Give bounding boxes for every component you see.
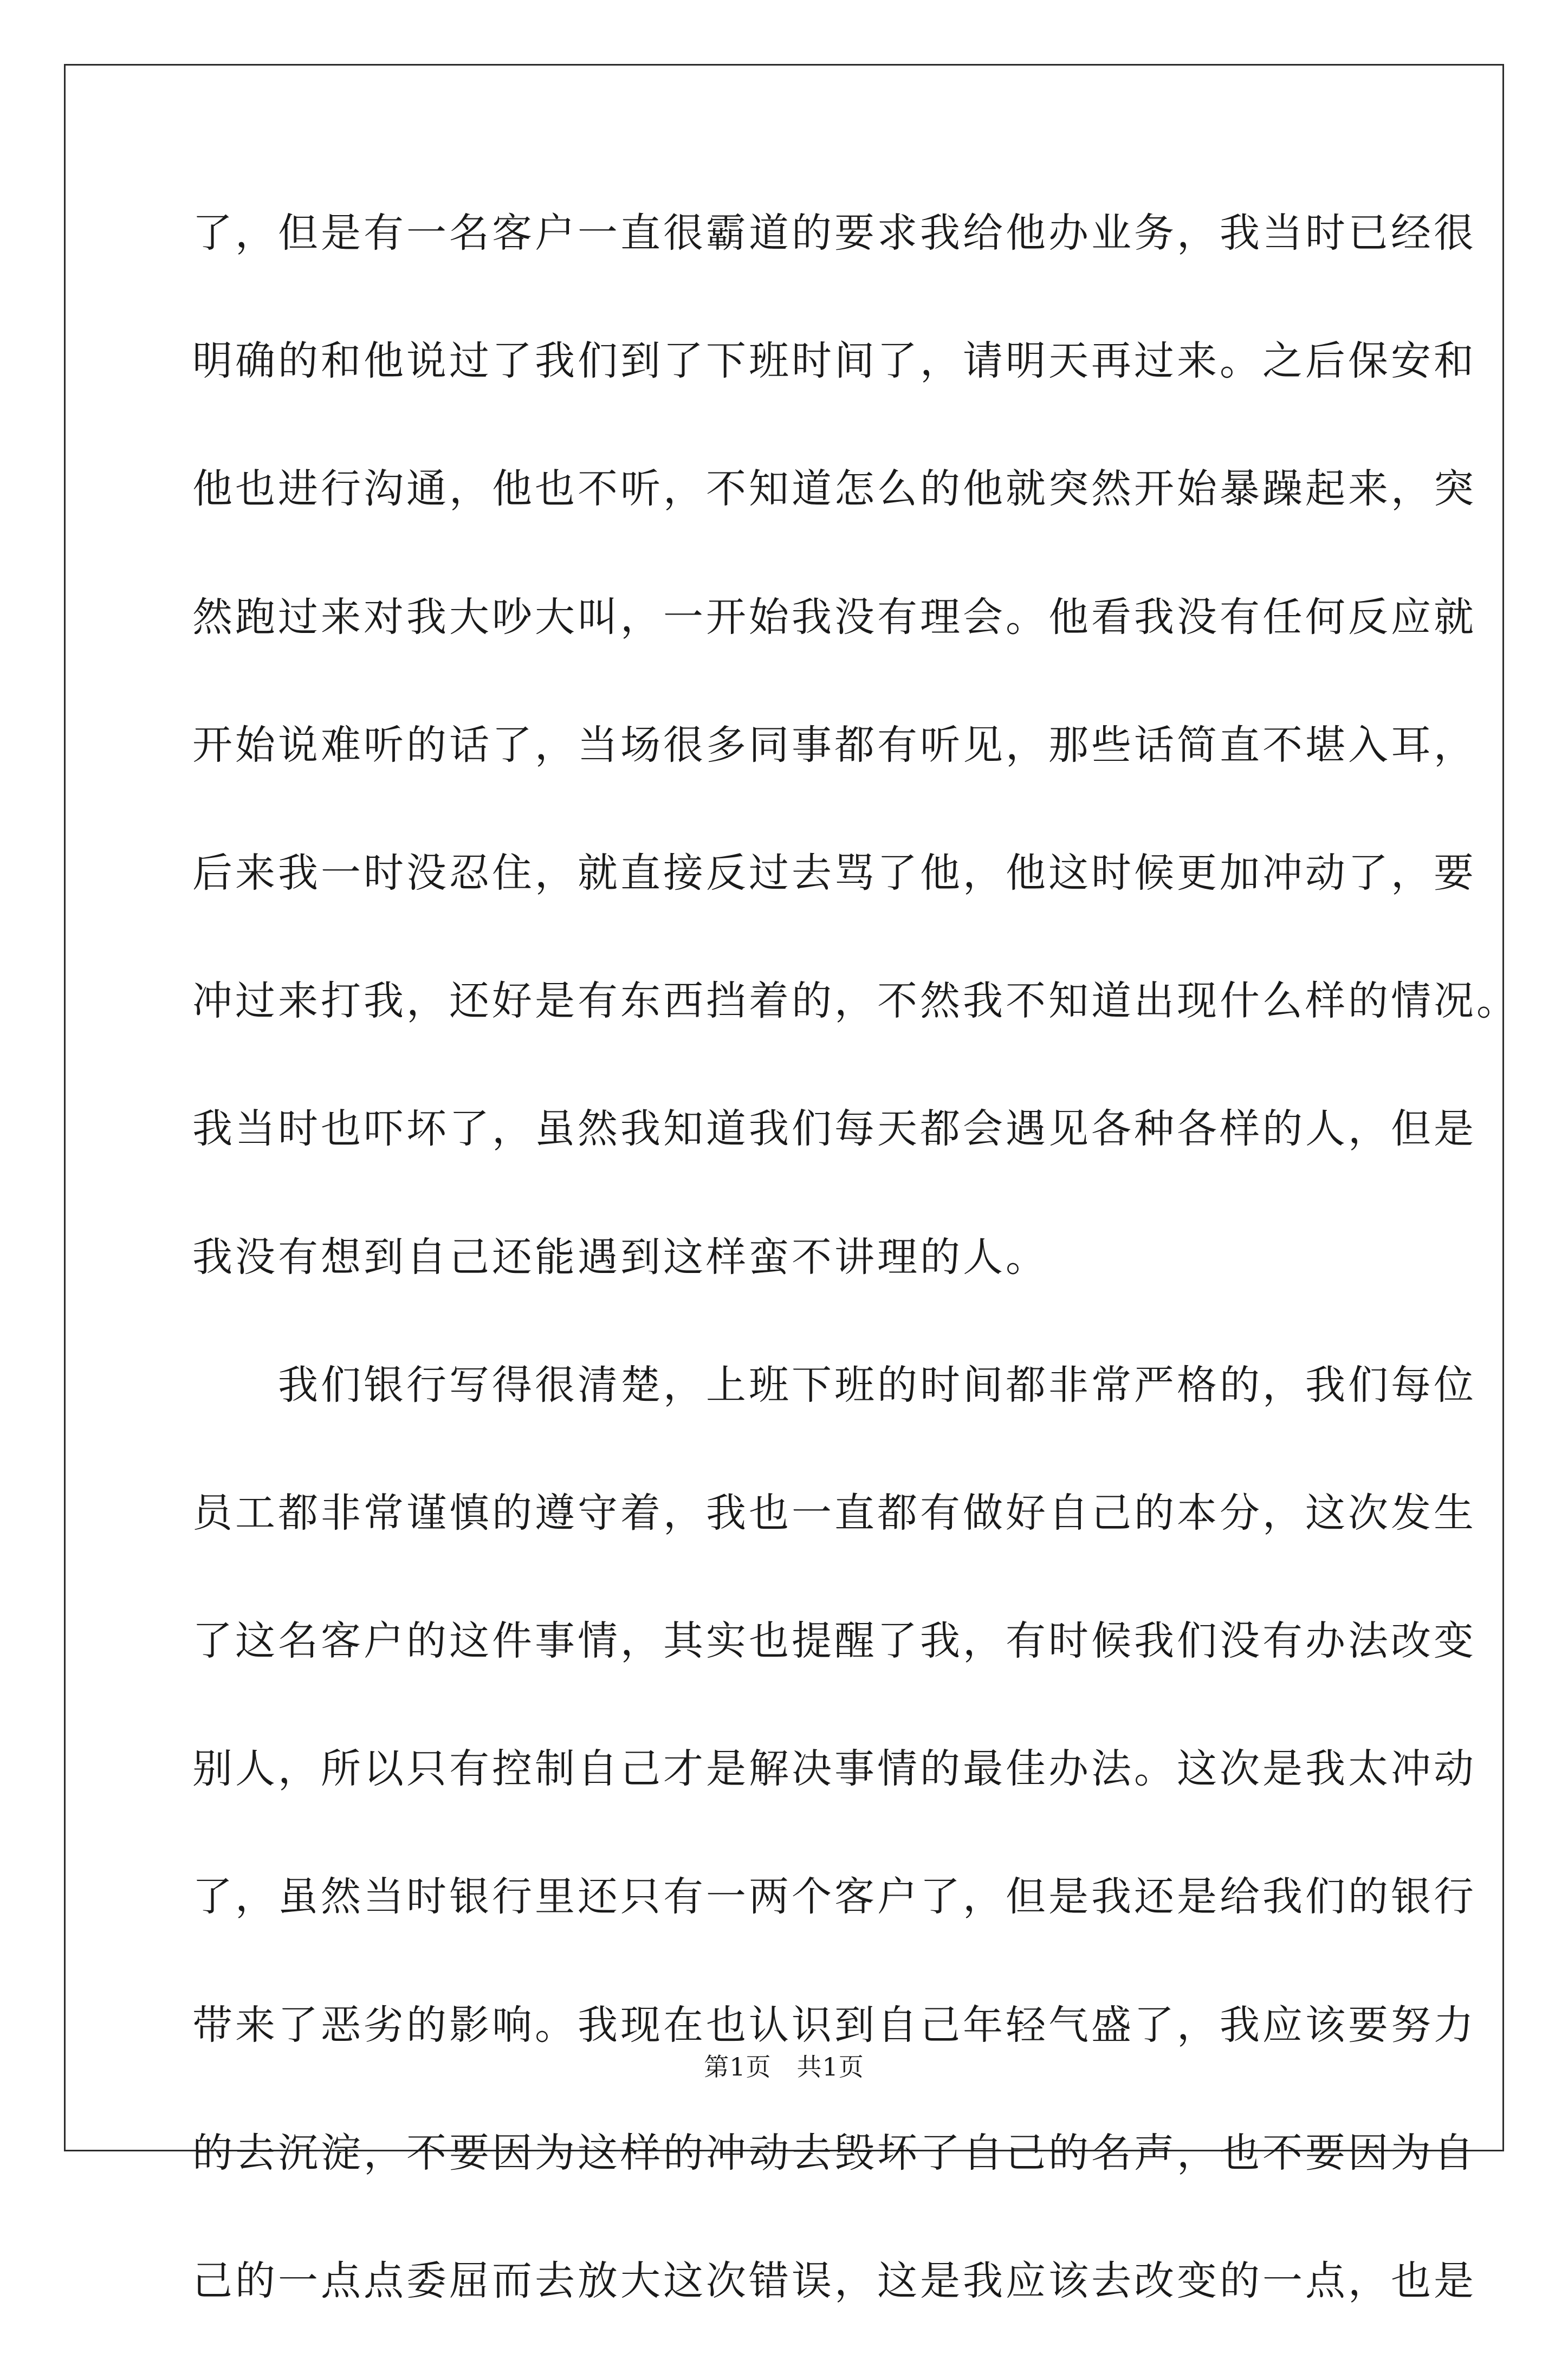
- paragraph-start-line: 我们银行写得很清楚，上班下班的时间都非常严格的，我们每位: [192, 1361, 1476, 1408]
- text-line: 然跑过来对我大吵大叫，一开始我没有理会。他看我没有任何反应就: [192, 593, 1476, 641]
- text-line: 带来了恶劣的影响。我现在也认识到自己年轻气盛了，我应该要努力: [192, 2001, 1476, 2048]
- text-line: 冲过来打我，还好是有东西挡着的，不然我不知道出现什么样的情况。: [192, 978, 1519, 1025]
- text-line: 我没有想到自己还能遇到这样蛮不讲理的人。: [192, 1233, 1048, 1281]
- text-line: 后来我一时没忍住，就直接反过去骂了他，他这时候更加冲动了，要: [192, 849, 1476, 896]
- text-line: 的去沉淀，不要因为这样的冲动去毁坏了自己的名声，也不要因为自: [192, 2129, 1476, 2176]
- text-line: 了，但是有一名客户一直很霸道的要求我给他办业务，我当时已经很: [192, 210, 1476, 256]
- page-footer: 第1页 共1页: [704, 2052, 864, 2081]
- text-line: 别人，所以只有控制自己才是解决事情的最佳办法。这次是我太冲动: [192, 1746, 1476, 1793]
- text-line: 开始说难听的话了，当场很多同事都有听见，那些话简直不堪入耳，: [192, 721, 1476, 768]
- text-line: 了，虽然当时银行里还只有一两个客户了，但是我还是给我们的银行: [192, 1873, 1476, 1921]
- text-line: 我当时也吓坏了，虽然我知道我们每天都会遇见各种各样的人，但是: [192, 1106, 1476, 1153]
- text-line: 了这名客户的这件事情，其实也提醒了我，有时候我们没有办法改变: [192, 1618, 1476, 1665]
- text-line: 员工都非常谨慎的遵守着，我也一直都有做好自己的本分，这次发生: [192, 1489, 1476, 1536]
- text-line: 己的一点点委屈而去放大这次错误，这是我应该去改变的一点，也是: [192, 2258, 1476, 2304]
- text-line: 他也进行沟通，他也不听，不知道怎么的他就突然开始暴躁起来，突: [192, 466, 1476, 513]
- text-line: 明确的和他说过了我们到了下班时间了，请明天再过来。之后保安和: [192, 338, 1476, 385]
